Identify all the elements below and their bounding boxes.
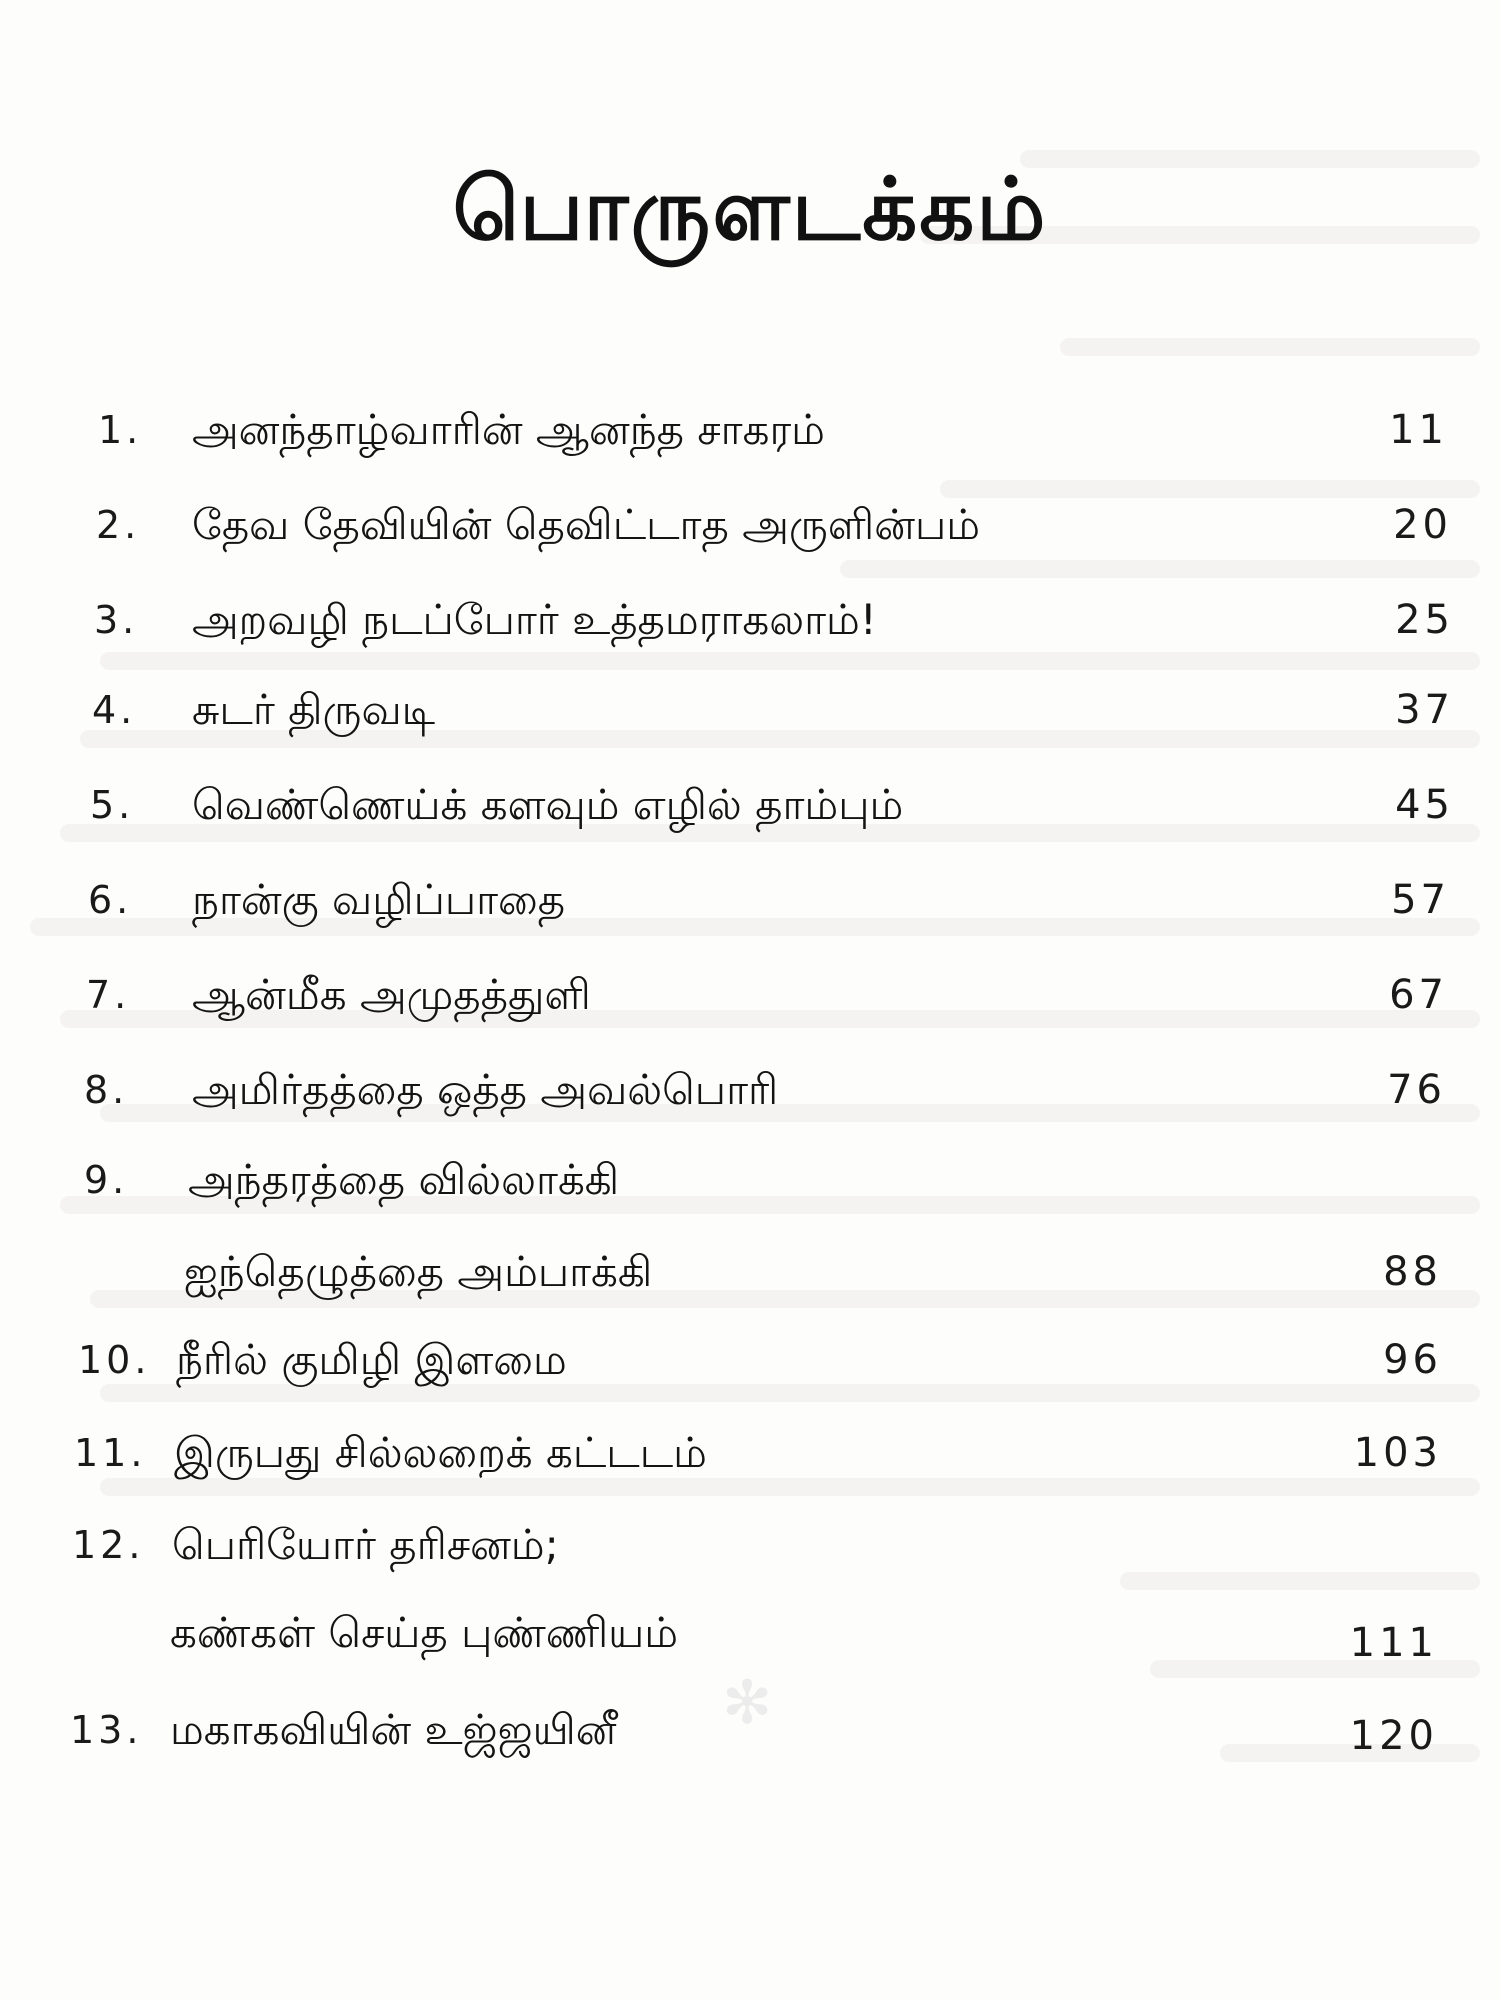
entry-page: 111: [1349, 1620, 1438, 1666]
entry-page: 120: [1349, 1713, 1438, 1759]
entry-title: சுடர் திருவடி: [192, 685, 436, 734]
toc-entry: [0, 495, 1500, 555]
entry-title: அனந்தாழ்வாரின் ஆனந்த சாகரம்: [192, 405, 825, 454]
entry-title: மகாகவியின் உஜ்ஜயினீ: [170, 1705, 617, 1754]
entry-number: 8.: [84, 1068, 129, 1112]
entry-number: 2.: [96, 503, 141, 547]
toc-entry: [0, 590, 1500, 650]
entry-page: 57: [1391, 877, 1450, 923]
entry-title-line-1: அந்தரத்தை வில்லாக்கி: [188, 1155, 620, 1204]
entry-title: இருபது சில்லறைக் கட்டடம்: [174, 1428, 707, 1477]
entry-number: 10.: [78, 1338, 151, 1382]
show-through-line: [100, 652, 1480, 670]
entry-number: 5.: [90, 783, 135, 827]
entry-number: 6.: [88, 878, 133, 922]
entry-number: 9.: [84, 1158, 129, 1202]
entry-page: 11: [1389, 407, 1448, 453]
toc-entry: [0, 680, 1500, 740]
entry-title: நீரில் குமிழி இளமை: [176, 1335, 567, 1384]
entry-number: 7.: [86, 973, 131, 1017]
toc-entry: [0, 400, 1500, 460]
entry-title: தேவ தேவியின் தெவிட்டாத அருளின்பம்: [192, 500, 981, 549]
entry-page: 25: [1395, 597, 1454, 643]
entry-page: 37: [1395, 687, 1454, 733]
entry-title: வெண்ணெய்க் களவும் எழில் தாம்பும்: [192, 780, 904, 829]
entry-number: 12.: [72, 1523, 145, 1567]
entry-title: நான்கு வழிப்பாதை: [192, 875, 566, 924]
show-through-line: [1060, 338, 1480, 356]
entry-title: ஆன்மீக அமுதத்துளி: [192, 970, 591, 1019]
toc-entry-two-line: [0, 1150, 1500, 1302]
toc-entry: [0, 870, 1500, 930]
entry-number: 3.: [94, 598, 139, 642]
entry-title-line-2: கண்கள் செய்த புண்ணியம்: [170, 1608, 679, 1657]
entry-title-line-2: ஐந்தெழுத்தை அம்பாக்கி: [184, 1247, 653, 1296]
show-through-ornament: ✻: [722, 1668, 773, 1738]
toc-entry: [0, 1423, 1500, 1483]
entry-number: 4.: [92, 688, 137, 732]
entry-page: 88: [1383, 1249, 1442, 1295]
toc-entry: [0, 965, 1500, 1025]
entry-title: அறவழி நடப்போர் உத்தமராகலாம்!: [192, 595, 877, 644]
entry-page: 96: [1383, 1337, 1442, 1383]
entry-page: 67: [1389, 972, 1448, 1018]
entry-page: 103: [1353, 1430, 1442, 1476]
entry-number: 11.: [74, 1431, 147, 1475]
show-through-line: [840, 560, 1480, 578]
toc-entry: [0, 1330, 1500, 1390]
toc-entry: [0, 775, 1500, 835]
entry-title: அமிர்தத்தை ஒத்த அவல்பொரி: [192, 1065, 779, 1114]
entry-page: 20: [1393, 502, 1452, 548]
toc-entry: [0, 1700, 1500, 1760]
page-title: பொருளடக்கம்: [452, 160, 1048, 260]
entry-number: 13.: [70, 1708, 143, 1752]
entry-number: 1.: [98, 408, 143, 452]
entry-title-line-1: பெரியோர் தரிசனம்;: [172, 1520, 559, 1569]
entry-page: 45: [1395, 782, 1454, 828]
entry-page: 76: [1387, 1067, 1446, 1113]
toc-entry-two-line: [0, 1515, 1500, 1675]
toc-entry: [0, 1060, 1500, 1120]
